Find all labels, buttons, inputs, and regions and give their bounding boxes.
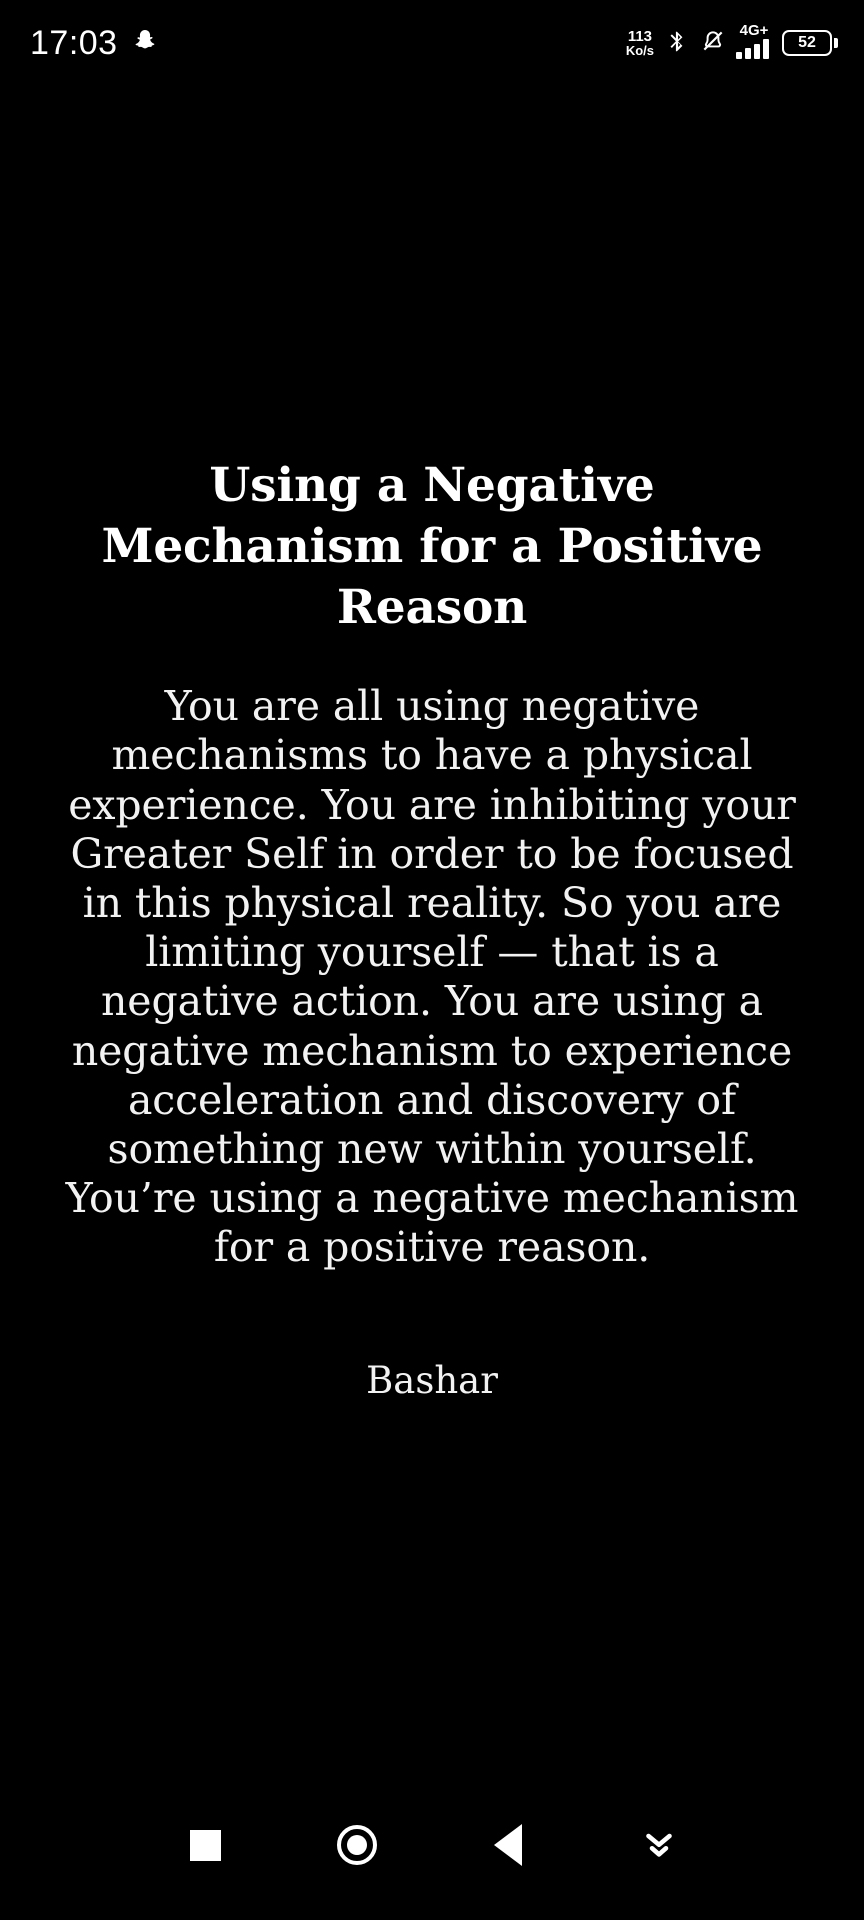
chevron-double-down-icon	[638, 1822, 680, 1869]
signal-bars-icon	[736, 39, 772, 63]
recents-button[interactable]	[171, 1810, 241, 1880]
status-clock: 17:03	[30, 23, 118, 62]
battery-level-label: 52	[798, 34, 816, 51]
hide-navbar-button[interactable]	[624, 1810, 694, 1880]
network-speed-value: 113	[627, 27, 653, 45]
status-bar-right	[626, 23, 838, 63]
bluetooth-icon	[664, 26, 690, 61]
back-button[interactable]	[473, 1810, 543, 1880]
snapchat-ghost-icon	[132, 28, 158, 59]
navigation-bar	[0, 1770, 864, 1920]
battery-body	[782, 30, 832, 56]
quote-body: You are all using negative mechanisms to have a physical experience. You are inhibiting your Greater Self in order to be focused in this physical reality. So you are limiting yourself — that is a negative action. You are using a negative mechanism to experience acceleration and discovery of something new within yourself. You’re using a negative mechanism for a positive reason.	[65, 682, 799, 1272]
circle-inner-dot	[347, 1835, 367, 1855]
network-speed-unit: Ko/s	[625, 43, 654, 59]
notification-muted-icon	[700, 26, 726, 61]
quote-card	[0, 455, 864, 1402]
battery-tip	[834, 38, 838, 48]
status-bar-left	[30, 24, 158, 63]
status-bar	[0, 0, 864, 86]
network-type-label: 4G+	[739, 22, 769, 39]
triangle-left-icon	[494, 1824, 522, 1866]
home-button[interactable]	[322, 1810, 392, 1880]
circle-icon	[337, 1825, 377, 1865]
battery-indicator	[782, 30, 838, 56]
quote-author: Bashar	[366, 1358, 498, 1402]
square-icon	[190, 1830, 221, 1861]
network-speed-indicator	[626, 29, 654, 58]
quote-title: Using a Negative Mechanism for a Positive Reason	[101, 458, 763, 636]
